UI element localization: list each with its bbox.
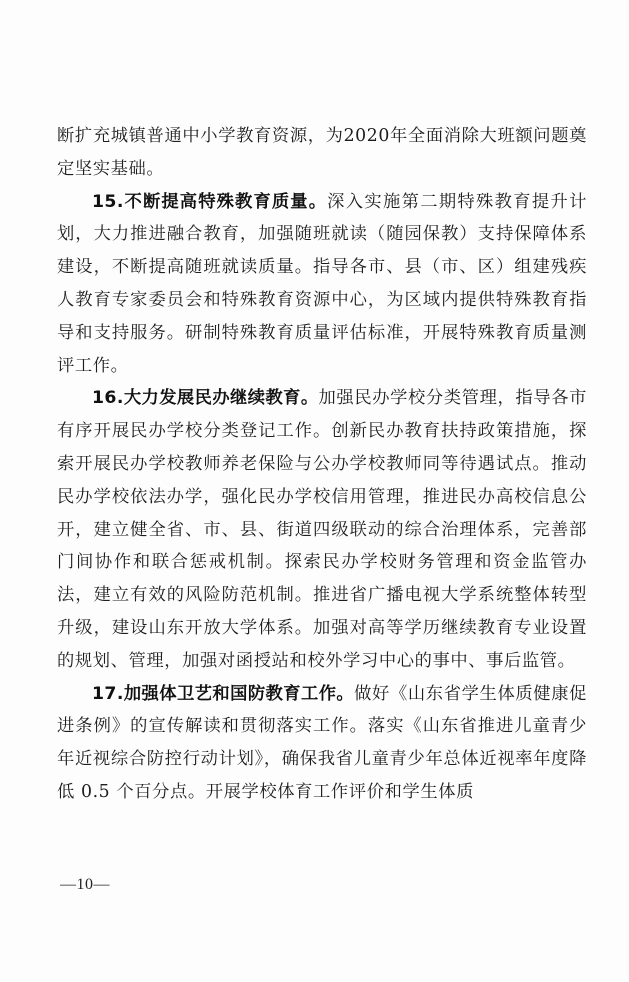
paragraph-text: 加强民办学校分类管理，指导各市有序开展民办学校分类登记工作。创新民办教育扶持政策措施，探索开展民办学校教师养老保险与公办学校教师同等待遇试点。推动民办学校依法办学，强化民办学校信用管理，推进民办高校信息公开，建立健全省、市、县、街道四级联动的综合治理体系，完善部门间协作和联合惩戒机制。探索民办学校财务管理和资金监管办法，建立有效的风险防范机制。推进省广播电视大学系统整体转型升级，建设山东开放大学体系。加强对高等学历继续教育专业设置的规划、管理，加强对函授站和校外学习中心的事中、事后监管。 [57, 388, 587, 671]
page-number: —10— [60, 876, 110, 893]
paragraph-item-15 [57, 186, 587, 383]
item-heading: 17.加强体卫艺和国防教育工作。 [92, 683, 355, 704]
paragraph-item-17 [57, 678, 587, 809]
paragraph-continued [57, 120, 587, 186]
page-body [57, 120, 587, 809]
paragraph-text: 深入实施第二期特殊教育提升计划，大力推进融合教育，加强随班就读（随园保教）支持保障体系建设，不断提高随班就读质量。指导各市、县（市、区）组建残疾人教育专家委员会和特殊教育资源中心，为区域内提供特殊教育指导和支持服务。研制特殊教育质量评估标准，开展特殊教育质量测评工作。 [57, 191, 588, 376]
paragraph-text: 断扩充城镇普通中小学教育资源，为2020年全面消除大班额问题奠定坚实基础。 [57, 126, 587, 179]
paragraph-text: 做好《山东省学生体质健康促进条例》的宣传解读和贯彻落实工作。落实《山东省推进儿童青少年近视综合防控行动计划》，确保我省儿童青少年总体近视率年度降低 0.5 个百分点。开展学校体育工作评价和学生体质 [57, 683, 587, 802]
item-heading: 15.不断提高特殊教育质量。 [92, 191, 328, 212]
item-heading: 16.大力发展民办继续教育。 [92, 388, 319, 409]
paragraph-item-16 [57, 382, 587, 677]
